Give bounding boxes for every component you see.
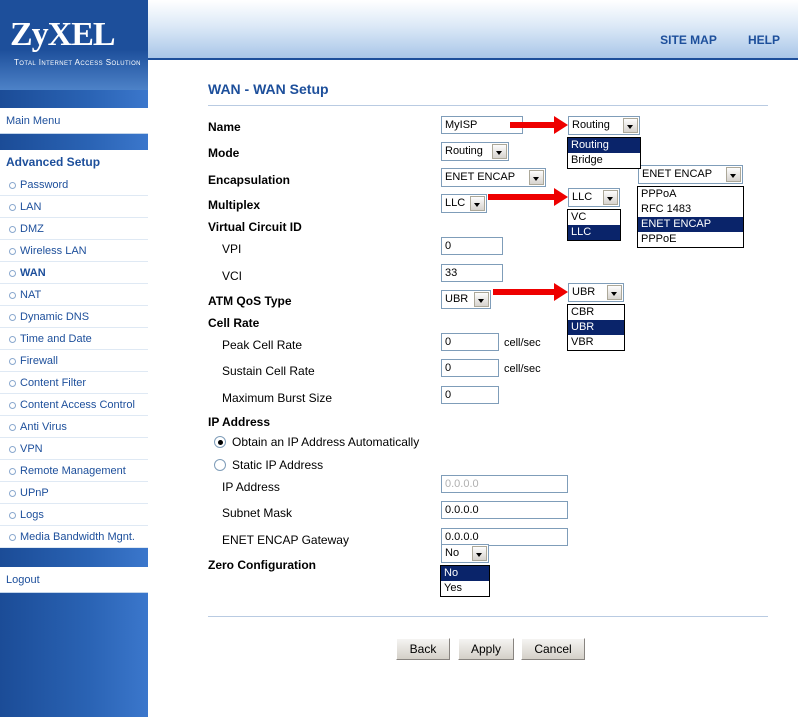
bullet-icon	[9, 336, 16, 343]
bullet-icon	[9, 534, 16, 541]
sidebar-item-label: Content Access Control	[20, 399, 135, 411]
multiplex-option-llc[interactable]: LLC	[568, 225, 620, 240]
label-multiplex: Multiplex	[208, 198, 261, 212]
sidebar	[0, 90, 148, 717]
arrow-head-multiplex	[554, 188, 568, 206]
label-enet-encap-gateway: ENET ENCAP Gateway	[222, 533, 349, 547]
sidebar-item-content-filter[interactable]	[0, 372, 148, 394]
chevron-down-icon	[603, 190, 618, 205]
mode-callout-select[interactable]	[568, 116, 640, 135]
bullet-icon	[9, 380, 16, 387]
label-static-ip-address: Static IP Address	[232, 458, 324, 472]
chevron-down-icon	[726, 167, 741, 182]
arrow-to-mode-callout	[510, 122, 558, 128]
arrow-head-mode	[554, 116, 568, 134]
bullet-icon	[9, 446, 16, 453]
sidebar-item-remote-management[interactable]	[0, 460, 148, 482]
header-band	[148, 0, 798, 60]
chevron-down-icon	[529, 170, 544, 185]
encapsulation-select[interactable]	[441, 168, 546, 187]
radio-static-ip-address[interactable]	[214, 459, 226, 471]
label-name: Name	[208, 120, 241, 134]
sidebar-item-label: Time and Date	[20, 333, 92, 345]
multiplex-option-vc[interactable]: VC	[571, 211, 587, 223]
sidebar-item-time-and-date[interactable]	[0, 328, 148, 350]
sidebar-item-main-menu[interactable]: Main Menu	[0, 108, 148, 134]
multiplex-callout-select[interactable]	[568, 188, 620, 207]
sidebar-item-label: Remote Management	[20, 465, 126, 477]
peak-cell-rate-input[interactable]	[441, 333, 499, 351]
atm-qos-type-select[interactable]	[441, 290, 491, 309]
sidebar-item-label: DMZ	[20, 223, 44, 235]
sidebar-item-label: Wireless LAN	[20, 245, 87, 257]
sidebar-item-label: Content Filter	[20, 377, 87, 389]
bullet-icon	[9, 248, 16, 255]
encapsulation-callout-value: ENET ENCAP	[642, 168, 713, 180]
page-title: WAN - WAN Setup	[208, 81, 329, 97]
logo-tagline: Total Internet Access Solution	[14, 58, 141, 67]
atm-qos-dropdown-list[interactable]	[567, 304, 625, 351]
sidebar-item-wireless-lan[interactable]	[0, 240, 148, 262]
ip-address-input[interactable]	[441, 475, 568, 493]
mode-option-routing[interactable]: Routing	[568, 138, 640, 153]
unit-sustain-cell-rate: cell/sec	[504, 363, 541, 375]
sidebar-item-media-bandwidth[interactable]	[0, 526, 148, 548]
zyxel-logo	[0, 0, 148, 90]
sidebar-item-label: Anti Virus	[20, 421, 67, 433]
sidebar-item-label: Logs	[20, 509, 44, 521]
atm-qos-callout-value: UBR	[572, 286, 596, 298]
arrow-to-multiplex-callout	[488, 194, 558, 200]
encapsulation-dropdown-list[interactable]	[637, 186, 744, 248]
label-cell-rate: Cell Rate	[208, 316, 260, 330]
bullet-icon	[9, 358, 16, 365]
help-link[interactable]: HELP	[747, 33, 780, 47]
sidebar-item-content-access-control[interactable]	[0, 394, 148, 416]
chevron-down-icon	[623, 118, 638, 133]
sidebar-item-anti-virus[interactable]	[0, 416, 148, 438]
multiplex-select[interactable]	[441, 194, 487, 213]
footer-divider	[208, 616, 768, 617]
label-vpi: VPI	[222, 242, 242, 256]
sidebar-item-label: VPN	[20, 443, 43, 455]
sidebar-item-label: Firewall	[20, 355, 58, 367]
bullet-icon	[9, 226, 16, 233]
label-ip-address-section: IP Address	[208, 415, 271, 429]
multiplex-select-value: LLC	[445, 197, 466, 209]
header-links	[632, 33, 780, 47]
atm-qos-option-ubr[interactable]: UBR	[568, 320, 624, 335]
label-zero-configuration: Zero Configuration	[208, 558, 316, 572]
site-map-link[interactable]: SITE MAP	[660, 33, 717, 47]
subnet-mask-input[interactable]	[441, 501, 568, 519]
sidebar-item-dynamic-dns[interactable]	[0, 306, 148, 328]
cancel-button[interactable]: Cancel	[521, 638, 585, 660]
bullet-icon	[9, 204, 16, 211]
sidebar-item-lan[interactable]	[0, 196, 148, 218]
logo-wordmark: ZyXEL	[10, 16, 115, 53]
sidebar-item-label: UPnP	[20, 487, 49, 499]
atm-qos-option-cbr[interactable]: CBR	[571, 306, 595, 318]
vpi-input[interactable]	[441, 237, 503, 255]
mode-callout-value: Routing	[572, 119, 610, 131]
chevron-down-icon	[607, 285, 622, 300]
sidebar-heading-advanced-setup: Advanced Setup	[0, 150, 148, 174]
sidebar-item-label: Media Bandwidth Mgnt.	[20, 531, 135, 543]
title-divider	[208, 105, 768, 106]
mode-select[interactable]	[441, 142, 509, 161]
sidebar-item-label: LAN	[20, 201, 42, 213]
encapsulation-option-enet-encap[interactable]: ENET ENCAP	[638, 217, 743, 232]
sidebar-item-upnp[interactable]	[0, 482, 148, 504]
label-virtual-circuit-id: Virtual Circuit ID	[208, 220, 302, 234]
sidebar-item-logs[interactable]	[0, 504, 148, 526]
mode-option-bridge[interactable]: Bridge	[571, 154, 603, 166]
label-ip-address-field: IP Address	[222, 480, 280, 494]
encapsulation-option-rfc1483[interactable]: RFC 1483	[641, 203, 692, 215]
label-encapsulation: Encapsulation	[208, 173, 291, 187]
sidebar-item-nat[interactable]	[0, 284, 148, 306]
bullet-icon	[9, 468, 16, 475]
mode-dropdown-list[interactable]	[567, 137, 641, 169]
unit-peak-cell-rate: cell/sec	[504, 337, 541, 349]
label-maximum-burst-size: Maximum Burst Size	[222, 391, 333, 405]
sustain-cell-rate-input[interactable]	[441, 359, 499, 377]
bullet-icon	[9, 490, 16, 497]
bullet-icon	[9, 270, 16, 277]
chevron-down-icon	[472, 546, 487, 561]
encapsulation-option-pppoa[interactable]: PPPoA	[641, 188, 677, 200]
label-peak-cell-rate: Peak Cell Rate	[222, 338, 303, 352]
label-obtain-ip-automatically: Obtain an IP Address Automatically	[232, 435, 420, 449]
chevron-down-icon	[492, 144, 507, 159]
sidebar-item-label: NAT	[20, 289, 42, 301]
sidebar-item-label: Dynamic DNS	[20, 311, 90, 323]
atm-qos-option-vbr[interactable]: VBR	[571, 336, 594, 348]
sidebar-item-vpn[interactable]	[0, 438, 148, 460]
apply-button[interactable]: Apply	[458, 638, 514, 660]
bullet-icon	[9, 292, 16, 299]
maximum-burst-size-input[interactable]	[441, 386, 499, 404]
sidebar-item-label: WAN	[20, 267, 46, 279]
sidebar-item-password[interactable]	[0, 174, 148, 196]
sidebar-item-firewall[interactable]	[0, 350, 148, 372]
encapsulation-callout-select[interactable]	[638, 165, 743, 184]
sidebar-item-logout[interactable]: Logout	[0, 567, 148, 593]
label-vci: VCI	[222, 269, 243, 283]
bullet-icon	[9, 424, 16, 431]
sidebar-item-label: Password	[20, 179, 69, 191]
zero-configuration-dropdown-list[interactable]	[440, 565, 490, 597]
label-mode: Mode	[208, 146, 240, 160]
atm-qos-callout-select[interactable]	[568, 283, 624, 302]
bullet-icon	[9, 512, 16, 519]
label-sustain-cell-rate: Sustain Cell Rate	[222, 364, 315, 378]
zero-configuration-option-yes[interactable]: Yes	[444, 582, 462, 594]
label-subnet-mask: Subnet Mask	[222, 506, 293, 520]
multiplex-callout-value: LLC	[572, 191, 593, 203]
mode-select-value: Routing	[445, 145, 483, 157]
arrow-head-atm-qos	[554, 283, 568, 301]
encapsulation-option-pppoe[interactable]: PPPoE	[641, 233, 677, 245]
chevron-down-icon	[470, 196, 485, 211]
radio-obtain-ip-automatically[interactable]	[214, 436, 226, 448]
zero-configuration-option-no[interactable]: No	[441, 566, 489, 581]
encapsulation-select-value: ENET ENCAP	[445, 171, 516, 183]
arrow-to-atm-qos-callout	[493, 289, 558, 295]
vci-input[interactable]	[441, 264, 503, 282]
chevron-down-icon	[474, 292, 489, 307]
zero-configuration-select[interactable]	[441, 544, 489, 563]
main-content	[148, 60, 798, 717]
zero-configuration-select-value: No	[445, 547, 460, 559]
bullet-icon	[9, 182, 16, 189]
atm-qos-type-select-value: UBR	[445, 293, 469, 305]
bullet-icon	[9, 314, 16, 321]
sidebar-item-dmz[interactable]	[0, 218, 148, 240]
label-atm-qos-type: ATM QoS Type	[208, 294, 292, 308]
bullet-icon	[9, 402, 16, 409]
multiplex-dropdown-list[interactable]	[567, 209, 621, 241]
sidebar-item-wan[interactable]	[0, 262, 148, 284]
back-button[interactable]: Back	[396, 638, 450, 660]
